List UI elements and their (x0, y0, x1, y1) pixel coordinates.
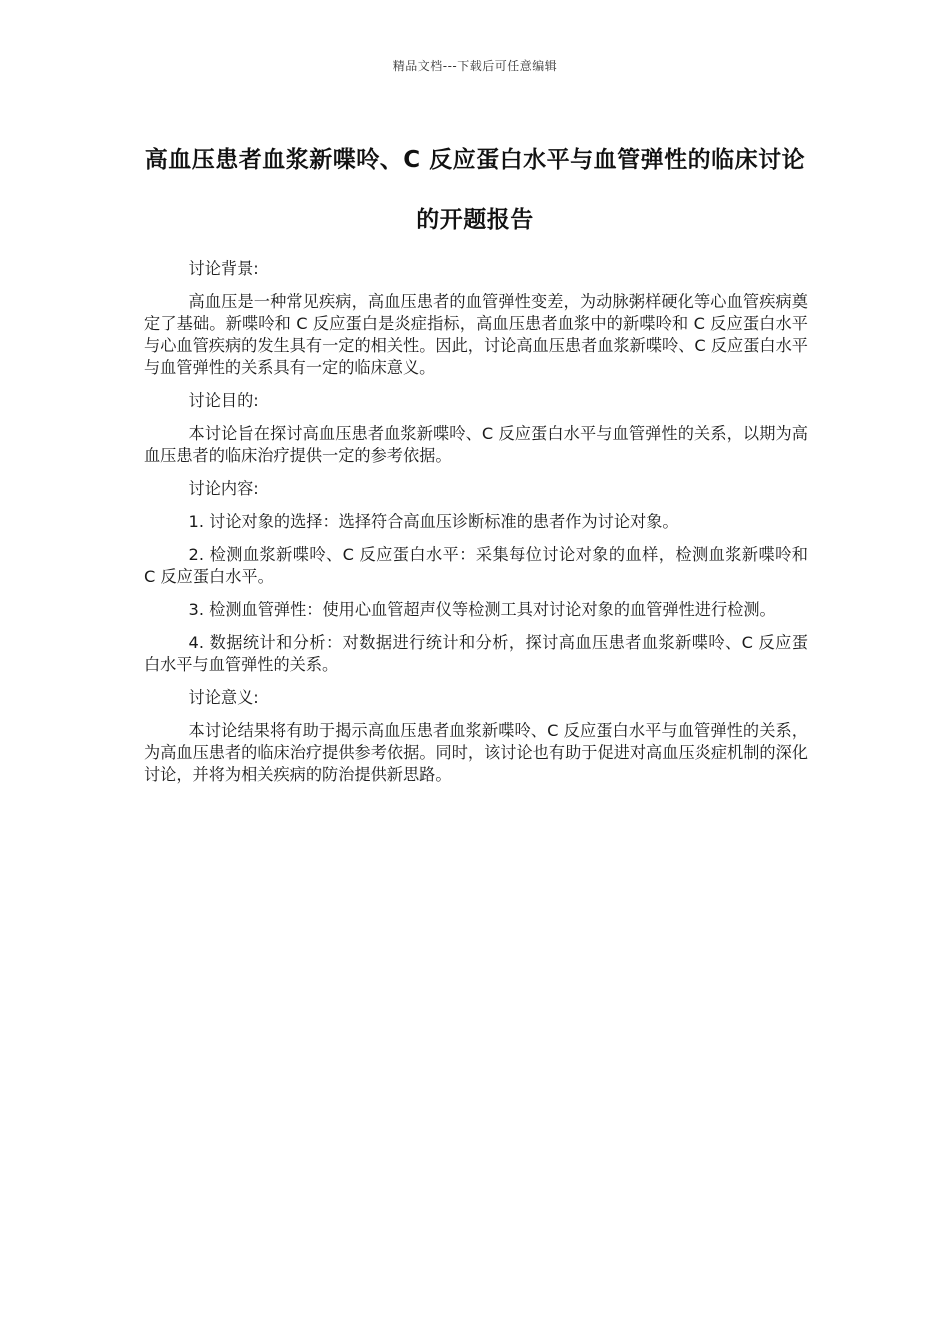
section-heading-content: 讨论内容: (188, 479, 259, 498)
document-body (144, 258, 808, 797)
paragraph-purpose: 本讨论旨在探讨高血压患者血浆新喋呤、C 反应蛋白水平与血管弹性的关系，以期为高血压患者的临床治疗提供一定的参考依据。 (144, 424, 808, 465)
document-title: 高血压患者血浆新喋呤、C 反应蛋白水平与血管弹性的临床讨论的开题报告 (144, 147, 806, 233)
section-heading-purpose: 讨论目的: (188, 391, 259, 410)
list-item-content-3: 3. 检测血管弹性：使用心血管超声仪等检测工具对讨论对象的血管弹性进行检测。 (188, 600, 776, 619)
list-item-content-4: 4. 数据统计和分析：对数据进行统计和分析，探讨高血压患者血浆新喋呤、C 反应蛋白水平与血管弹性的关系。 (144, 633, 808, 674)
list-item-content-2: 2. 检测血浆新喋呤、C 反应蛋白水平：采集每位讨论对象的血样，检测血浆新喋呤和 C 反应蛋白水平。 (144, 545, 808, 586)
header-note: 精品文档---下载后可任意编辑 (392, 59, 558, 73)
section-heading-background: 讨论背景: (188, 259, 259, 278)
paragraph-significance: 本讨论结果将有助于揭示高血压患者血浆新喋呤、C 反应蛋白水平与血管弹性的关系，为高血压患者的临床治疗提供参考依据。同时，该讨论也有助于促进对高血压炎症机制的深化讨论，并将为相关疾病的防治提供新思路。 (144, 721, 808, 784)
list-item-content-1: 1. 讨论对象的选择：选择符合高血压诊断标准的患者作为讨论对象。 (188, 512, 679, 531)
section-heading-significance: 讨论意义: (188, 688, 259, 707)
paragraph-background: 高血压是一种常见疾病，高血压患者的血管弹性变差，为动脉粥样硬化等心血管疾病奠定了基础。新喋呤和 C 反应蛋白是炎症指标，高血压患者血浆中的新喋呤和 C 反应蛋白水平与心血管疾病的发生具有一定的相关性。因此，讨论高血压患者血浆新喋呤、C 反应蛋白水平与血管弹性的关系具有一定的临床意义。 (144, 292, 808, 377)
